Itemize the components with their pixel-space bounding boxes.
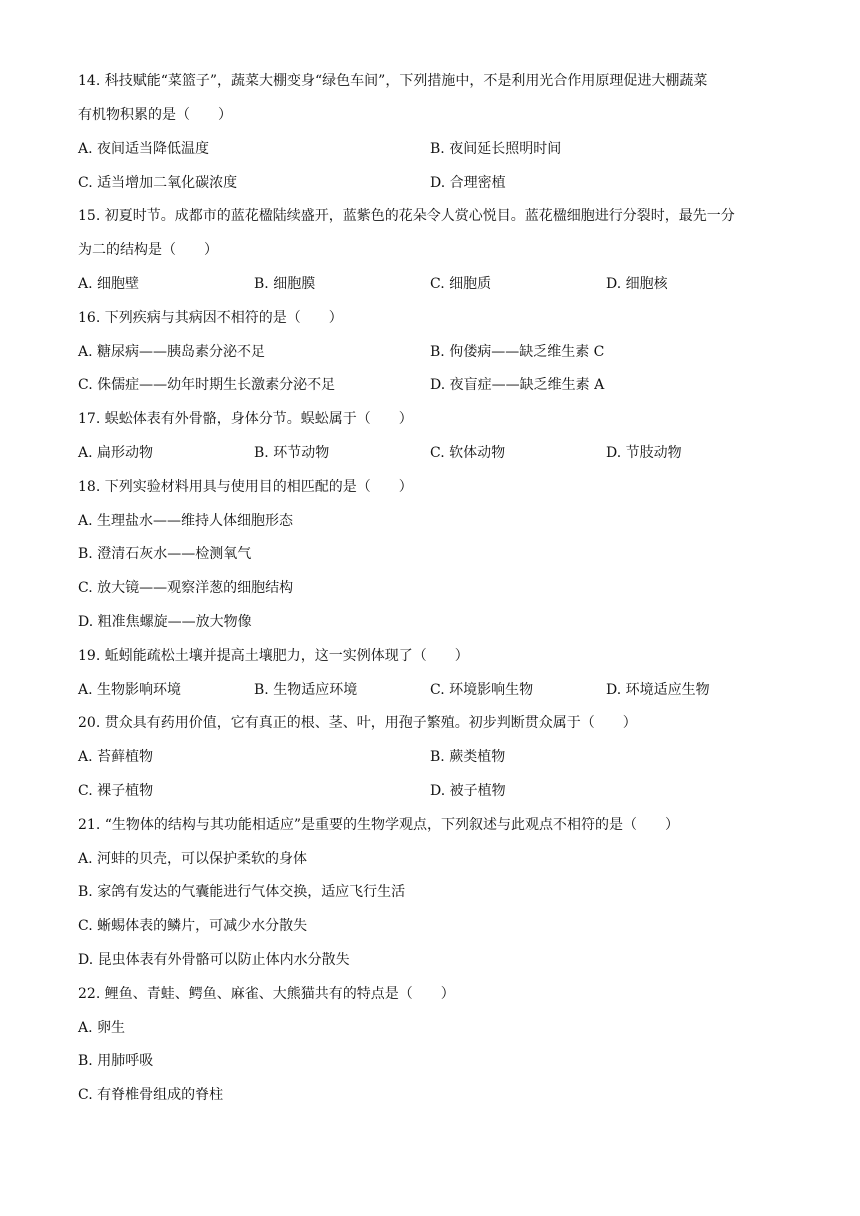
option-d[interactable]: D. 粗准焦螺旋——放大物像	[78, 614, 252, 630]
question-16-stem: 16. 下列疾病与其病因不相符的是（ ）	[78, 310, 343, 326]
option-d[interactable]: D. 合理密植	[430, 175, 506, 191]
question-22-option-a-row	[78, 1012, 788, 1046]
option-a[interactable]: A. 细胞壁	[78, 276, 140, 292]
option-b[interactable]: B. 夜间延长照明时间	[430, 141, 562, 157]
option-a[interactable]: A. 夜间适当降低温度	[78, 141, 210, 157]
question-15-stem-line2: 为二的结构是（ ）	[78, 242, 218, 258]
question-14-stem-line1: 14. 科技赋能“菜篮子”，蔬菜大棚变身“绿色车间”，下列措施中，不是利用光合作用原理促进大棚蔬菜	[78, 73, 708, 89]
question-15-stem-line1: 15. 初夏时节。成都市的蓝花楹陆续盛开，蓝紫色的花朵令人赏心悦目。蓝花楹细胞进行分裂时，最先一分	[78, 208, 735, 224]
question-19-stem: 19. 蚯蚓能疏松土壤并提高土壤肥力，这一实例体现了（ ）	[78, 648, 469, 664]
option-a[interactable]: A. 河蚌的贝壳，可以保护柔软的身体	[78, 851, 308, 867]
option-a[interactable]: A. 糖尿病——胰岛素分泌不足	[78, 344, 266, 360]
question-19-options-row	[78, 674, 788, 708]
option-d[interactable]: D. 夜盲症——缺乏维生素 A	[430, 377, 605, 393]
question-21-option-a-row	[78, 843, 788, 877]
question-15-options-row	[78, 268, 788, 302]
option-b[interactable]: B. 蕨类植物	[430, 749, 506, 765]
option-b[interactable]: B. 澄清石灰水——检测氧气	[78, 546, 252, 562]
question-21-option-d-row	[78, 944, 788, 978]
option-c[interactable]: C. 环境影响生物	[430, 682, 534, 698]
question-22-option-c-row	[78, 1079, 788, 1113]
option-c[interactable]: C. 蜥蜴体表的鳞片，可减少水分散失	[78, 918, 308, 934]
option-c[interactable]: C. 放大镜——观察洋葱的细胞结构	[78, 580, 294, 596]
option-a[interactable]: A. 卵生	[78, 1020, 126, 1036]
question-17-options-row	[78, 437, 788, 471]
option-b[interactable]: B. 生物适应环境	[254, 682, 358, 698]
option-a[interactable]: A. 生物影响环境	[78, 682, 182, 698]
option-a[interactable]: A. 扁形动物	[78, 445, 154, 461]
option-a[interactable]: A. 苔藓植物	[78, 749, 154, 765]
question-17-stem: 17. 蜈蚣体表有外骨骼，身体分节。蜈蚣属于（ ）	[78, 411, 413, 427]
option-a[interactable]: A. 生理盐水——维持人体细胞形态	[78, 513, 294, 529]
option-d[interactable]: D. 细胞核	[606, 276, 668, 292]
option-b[interactable]: B. 细胞膜	[254, 276, 316, 292]
question-20-options-row1	[78, 741, 788, 775]
question-22-stem: 22. 鲤鱼、青蛙、鳄鱼、麻雀、大熊猫共有的特点是（ ）	[78, 986, 455, 1002]
question-18-option-b-row	[78, 538, 788, 572]
question-14-options-row2	[78, 167, 788, 201]
option-c[interactable]: C. 侏儒症——幼年时期生长激素分泌不足	[78, 377, 336, 393]
question-18-option-a-row	[78, 505, 788, 539]
option-d[interactable]: D. 环境适应生物	[606, 682, 710, 698]
question-21-option-c-row	[78, 910, 788, 944]
option-c[interactable]: C. 细胞质	[430, 276, 492, 292]
question-21-stem: 21. “生物体的结构与其功能相适应”是重要的生物学观点，下列叙述与此观点不相符的是（ ）	[78, 817, 680, 833]
option-d[interactable]: D. 节肢动物	[606, 445, 682, 461]
question-14-stem-line2: 有机物积累的是（ ）	[78, 107, 232, 123]
question-20-options-row2	[78, 775, 788, 809]
question-14-options-row1	[78, 133, 788, 167]
option-d[interactable]: D. 被子植物	[430, 783, 506, 799]
question-16-options-row2	[78, 369, 788, 403]
question-18-option-c-row	[78, 572, 788, 606]
option-b[interactable]: B. 用肺呼吸	[78, 1053, 154, 1069]
option-c[interactable]: C. 软体动物	[430, 445, 506, 461]
option-b[interactable]: B. 环节动物	[254, 445, 330, 461]
question-20-stem: 20. 贯众具有药用价值，它有真正的根、茎、叶，用孢子繁殖。初步判断贯众属于（ ）	[78, 715, 637, 731]
option-c[interactable]: C. 裸子植物	[78, 783, 154, 799]
option-b[interactable]: B. 家鸽有发达的气囊能进行气体交换，适应飞行生活	[78, 884, 406, 900]
question-18-stem: 18. 下列实验材料用具与使用目的相匹配的是（ ）	[78, 479, 413, 495]
option-c[interactable]: C. 有脊椎骨组成的脊柱	[78, 1087, 224, 1103]
question-18-option-d-row	[78, 606, 788, 640]
question-22-option-b-row	[78, 1045, 788, 1079]
question-21-option-b-row	[78, 876, 788, 910]
option-c[interactable]: C. 适当增加二氧化碳浓度	[78, 175, 238, 191]
question-16-options-row1	[78, 336, 788, 370]
option-d[interactable]: D. 昆虫体表有外骨骼可以防止体内水分散失	[78, 952, 350, 968]
option-b[interactable]: B. 佝偻病——缺乏维生素 C	[430, 344, 605, 360]
